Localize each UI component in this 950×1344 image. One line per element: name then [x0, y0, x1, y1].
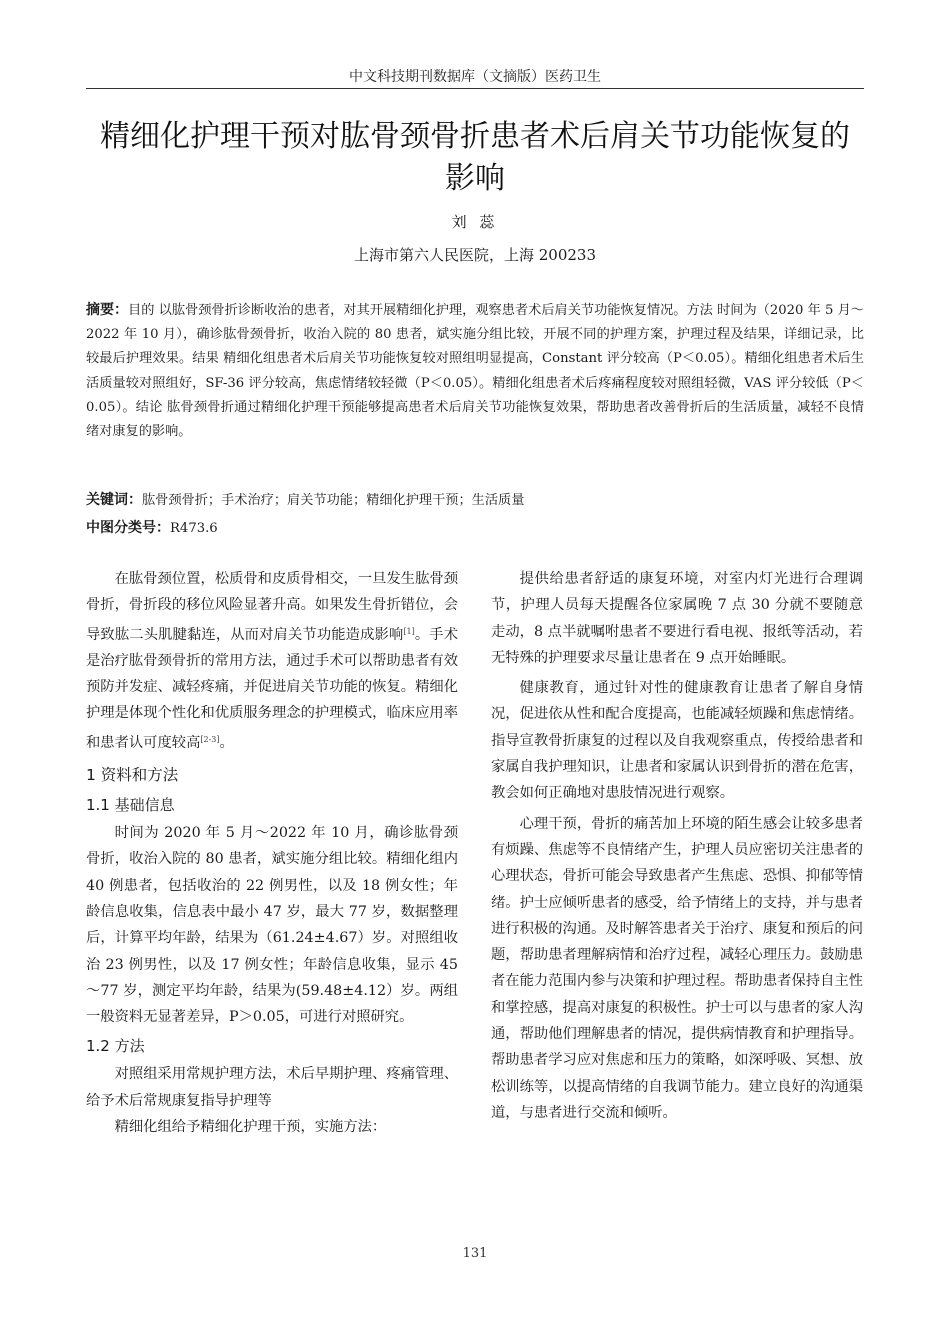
classification-label: 中图分类号：	[86, 520, 170, 536]
section-heading: 1 资料和方法	[86, 766, 179, 785]
intro-text-c: 。	[219, 734, 234, 751]
citation-ref[interactable]: [1]	[403, 626, 415, 636]
header-divider	[86, 88, 864, 89]
author-name: 刘 蕊	[451, 213, 499, 231]
education-paragraph: 健康教育，通过针对性的健康教育让患者了解自身情况，促进依从性和配合度提高，也能减轻烦躁和焦虑情绪。指导宣教骨折康复的过程以及自我观察重点，传授给患者和家属自我护理知识，让患者和家属认识到骨折的潜在危害，教会如何正确地对患肢情况进行观察。	[491, 680, 863, 802]
keywords-text: 肱骨颈骨折；手术治疗；肩关节功能；精细化护理干预；生活质量	[142, 493, 525, 508]
classification-text: R473.6	[170, 521, 218, 536]
intro-text-b: 。手术是治疗肱骨颈骨折的常用方法，通过手术可以帮助患者有效预防并发症、减轻疼痛，并促进肩关节功能的恢复。精细化护理是体现个性化和优质服务理念的护理模式，临床应用率和患者认可度较高	[86, 626, 458, 751]
environment-paragraph: 提供给患者舒适的康复环境，对室内灯光进行合理调节，护理人员每天提醒各位家属晚 7 点 30 分就不要随意走动，8 点半就嘱咐患者不要进行看电视、报纸等活动，若无特殊的护理要求尽量让患者在 9 点开始睡眠。	[491, 571, 863, 666]
body-column-right	[491, 566, 863, 1126]
author-affiliation: 上海市第六人民医院，上海 200233	[353, 246, 597, 264]
basic-info-paragraph: 时间为 2020 年 5 月～2022 年 10 月，确诊肱骨颈骨折，收治入院的 80 患者，斌实施分组比较。精细化组内 40 例患者，包括收治的 22 例男性，以及 18 例女性；年龄信息收集，信息表中最小 47 岁，最大 77 岁，数据整理后，计算平均年龄，结果为（61.24±4.67）岁。对照组收治 23 例男性，以及 17 例女性；年龄信息收集，显示 45～77 岁，测定平均年龄，结果为(59.48±4.12）岁。两组一般资料无显著差异，P＞0.05，可进行对照研究。	[86, 825, 458, 1026]
journal-header: 中文科技期刊数据库（文摘版）医药卫生	[349, 69, 601, 85]
intro-text-a: 在肱骨颈位置，松质骨和皮质骨相交，一旦发生肱骨颈骨折，骨折段的移位风险显著升高。如果发生骨折错位，会导致肱二头肌腱黏连，从而对肩关节功能造成影响	[86, 571, 458, 643]
article-title: 精细化护理干预对肱骨颈骨折患者术后肩关节功能恢复的影响	[100, 119, 850, 196]
abstract-label: 摘要：	[86, 302, 129, 318]
method-control-paragraph: 对照组采用常规护理方法，术后早期护理、疼痛管理、给予术后常规康复指导护理等	[86, 1066, 458, 1109]
keywords-label: 关键词：	[86, 492, 142, 508]
abstract	[86, 298, 864, 444]
classification-number	[86, 516, 864, 541]
page-number: 131	[462, 1246, 488, 1261]
body-column-left	[86, 566, 458, 1140]
citation-ref[interactable]: [2-3]	[200, 734, 220, 744]
subsection-heading: 1.2 方法	[86, 1037, 145, 1056]
psychology-paragraph: 心理干预，骨折的痛苦加上环境的陌生感会让较多患者有烦躁、焦虑等不良情绪产生，护理人员应密切关注患者的心理状态，骨折可能会导致患者产生焦虑、恐惧、抑郁等情绪。护士应倾听患者的感受，给予情绪上的支持，并与患者进行积极的沟通。及时解答患者关于治疗、康复和预后的问题，帮助患者理解病情和治疗过程，减轻心理压力。鼓励患者在能力范围内参与决策和护理过程。帮助患者保持自主性和掌控感，提高对康复的积极性。护士可以与患者的家人沟通，帮助他们理解患者的情况，提供病情教育和护理指导。帮助患者学习应对焦虑和压力的策略，如深呼吸、冥想、放松训练等，以提高情绪的自我调节能力。建立良好的沟通渠道，与患者进行交流和倾听。	[491, 815, 863, 1121]
abstract-text: 目的 以肱骨颈骨折诊断收治的患者，对其开展精细化护理，观察患者术后肩关节功能恢复情况。方法 时间为（2020 年 5 月～2022 年 10 月），确诊肱骨颈骨折，收治入院的 80 患者，斌实施分组比较，开展不同的护理方案，护理过程及结果，详细记录，比较最后护理效果。结果 精细化组患者术后肩关节功能恢复较对照组明显提高，Constant 评分较高（P＜0.05）。精细化组患者术后生活质量较对照组好，SF-36 评分较高，焦虑情绪较轻微（P＜0.05）。精细化组患者术后疼痛程度较对照组轻微，VAS 评分较低（P＜0.05）。结论 肱骨颈骨折通过精细化护理干预能够提高患者术后肩关节功能恢复效果，帮助患者改善骨折后的生活质量，减轻不良情绪对康复的影响。	[86, 303, 864, 440]
keywords	[86, 488, 864, 513]
method-fine-paragraph: 精细化组给予精细化护理干预，实施方法：	[114, 1119, 387, 1136]
subsection-heading: 1.1 基础信息	[86, 796, 175, 815]
intro-paragraph	[86, 566, 458, 756]
